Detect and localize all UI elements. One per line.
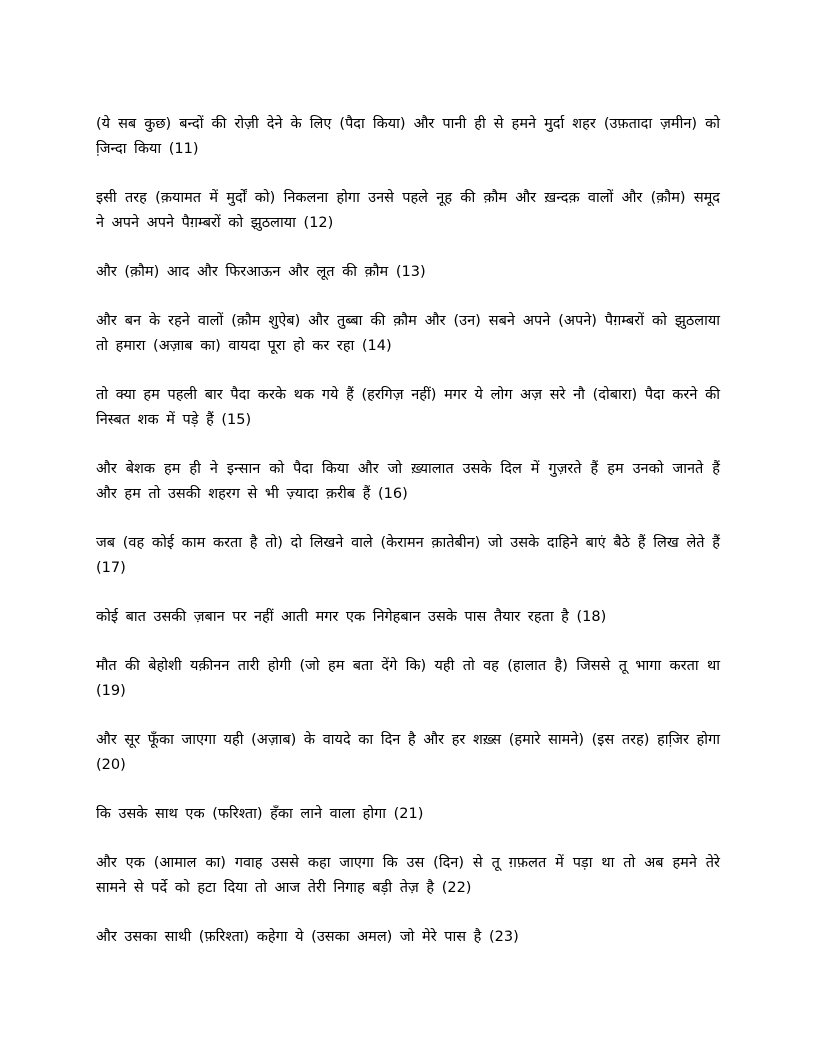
- verse-paragraph-11: (ये सब कुछ) बन्दों की रोज़ी देने के लिए (पैदा किया) और पानी ही से हमने मुर्दा शहर (उफ़तादा ज़मीन) को जि़न्दा किया (11): [96, 116, 720, 157]
- verse-paragraph-19: मौत की बेहोशी यक़ीनन तारी होगी (जो हम बता देंगे कि) यही तो वह (हालात है) जिससे तू भागा करता था (19): [96, 658, 720, 699]
- verse-paragraph-16: और बेशक हम ही ने इन्सान को पैदा किया और जो ख़्यालात उसके दिल में गुज़रते हैं हम उनको जानते हैं और हम तो उसकी शहरग से भी ज़्यादा क़रीब हैं (16): [96, 461, 720, 502]
- verse-paragraph-20: और सूर फूँका जाएगा यही (अज़ाब) के वायदे का दिन है और हर शख़्स (हमारे सामने) (इस तरह) हाजि़र होगा (20): [96, 732, 720, 773]
- verse-paragraph-14: और बन के रहने वालों (क़ौम शुऐब) और तुब्बा की क़ौम और (उन) सबने अपने (अपने) पैग़म्बरों को झुठलाया तो हमारा (अज़ाब का) वायदा पूरा हो कर रहा (14): [96, 313, 720, 354]
- verse-paragraph-22: और एक (आमाल का) गवाह उससे कहा जाएगा कि उस (दिन) से तू ग़फ़लत में पड़ा था तो अब हमने तेरे सामने से पर्दे को हटा दिया तो आज तेरी निगाह बड़ी तेज़ है (22): [96, 855, 720, 896]
- verse-paragraph-17: जब (वह कोई काम करता है तो) दो लिखने वाले (केरामन क़ातेबीन) जो उसके दाहिने बाएं बैठे हैं लिख लेते हैं (17): [96, 535, 720, 576]
- verse-paragraph-13: और (क़ौम) आद और फिरआऊन और लूत की क़ौम (13): [96, 264, 426, 280]
- verse-paragraph-12: इसी तरह (क़यामत में मुर्दों को) निकलना होगा उनसे पहले नूह की क़ौम और ख़न्दक़ वालों और (क़ौम) समूद ने अपने अपने पैग़म्बरों को झुठलाया (12): [96, 190, 720, 231]
- verse-paragraph-15: तो क्या हम पहली बार पैदा करके थक गये हैं (हरगिज़ नहीं) मगर ये लोग अज़ सरे नौ (दोबारा) पैदा करने की निस्बत शक में पड़े हैं (15): [96, 387, 720, 428]
- document-page: [96, 112, 720, 974]
- verse-paragraph-18: कोई बात उसकी ज़बान पर नहीं आती मगर एक निगेहबान उसके पास तैयार रहता है (18): [96, 609, 607, 625]
- verse-paragraph-21: कि उसके साथ एक (फरिश्ता) हँका लाने वाला होगा (21): [96, 806, 424, 822]
- verse-paragraph-23: और उसका साथी (फ़रिश्ता) कहेगा ये (उसका अमल) जो मेरे पास है (23): [96, 929, 519, 945]
